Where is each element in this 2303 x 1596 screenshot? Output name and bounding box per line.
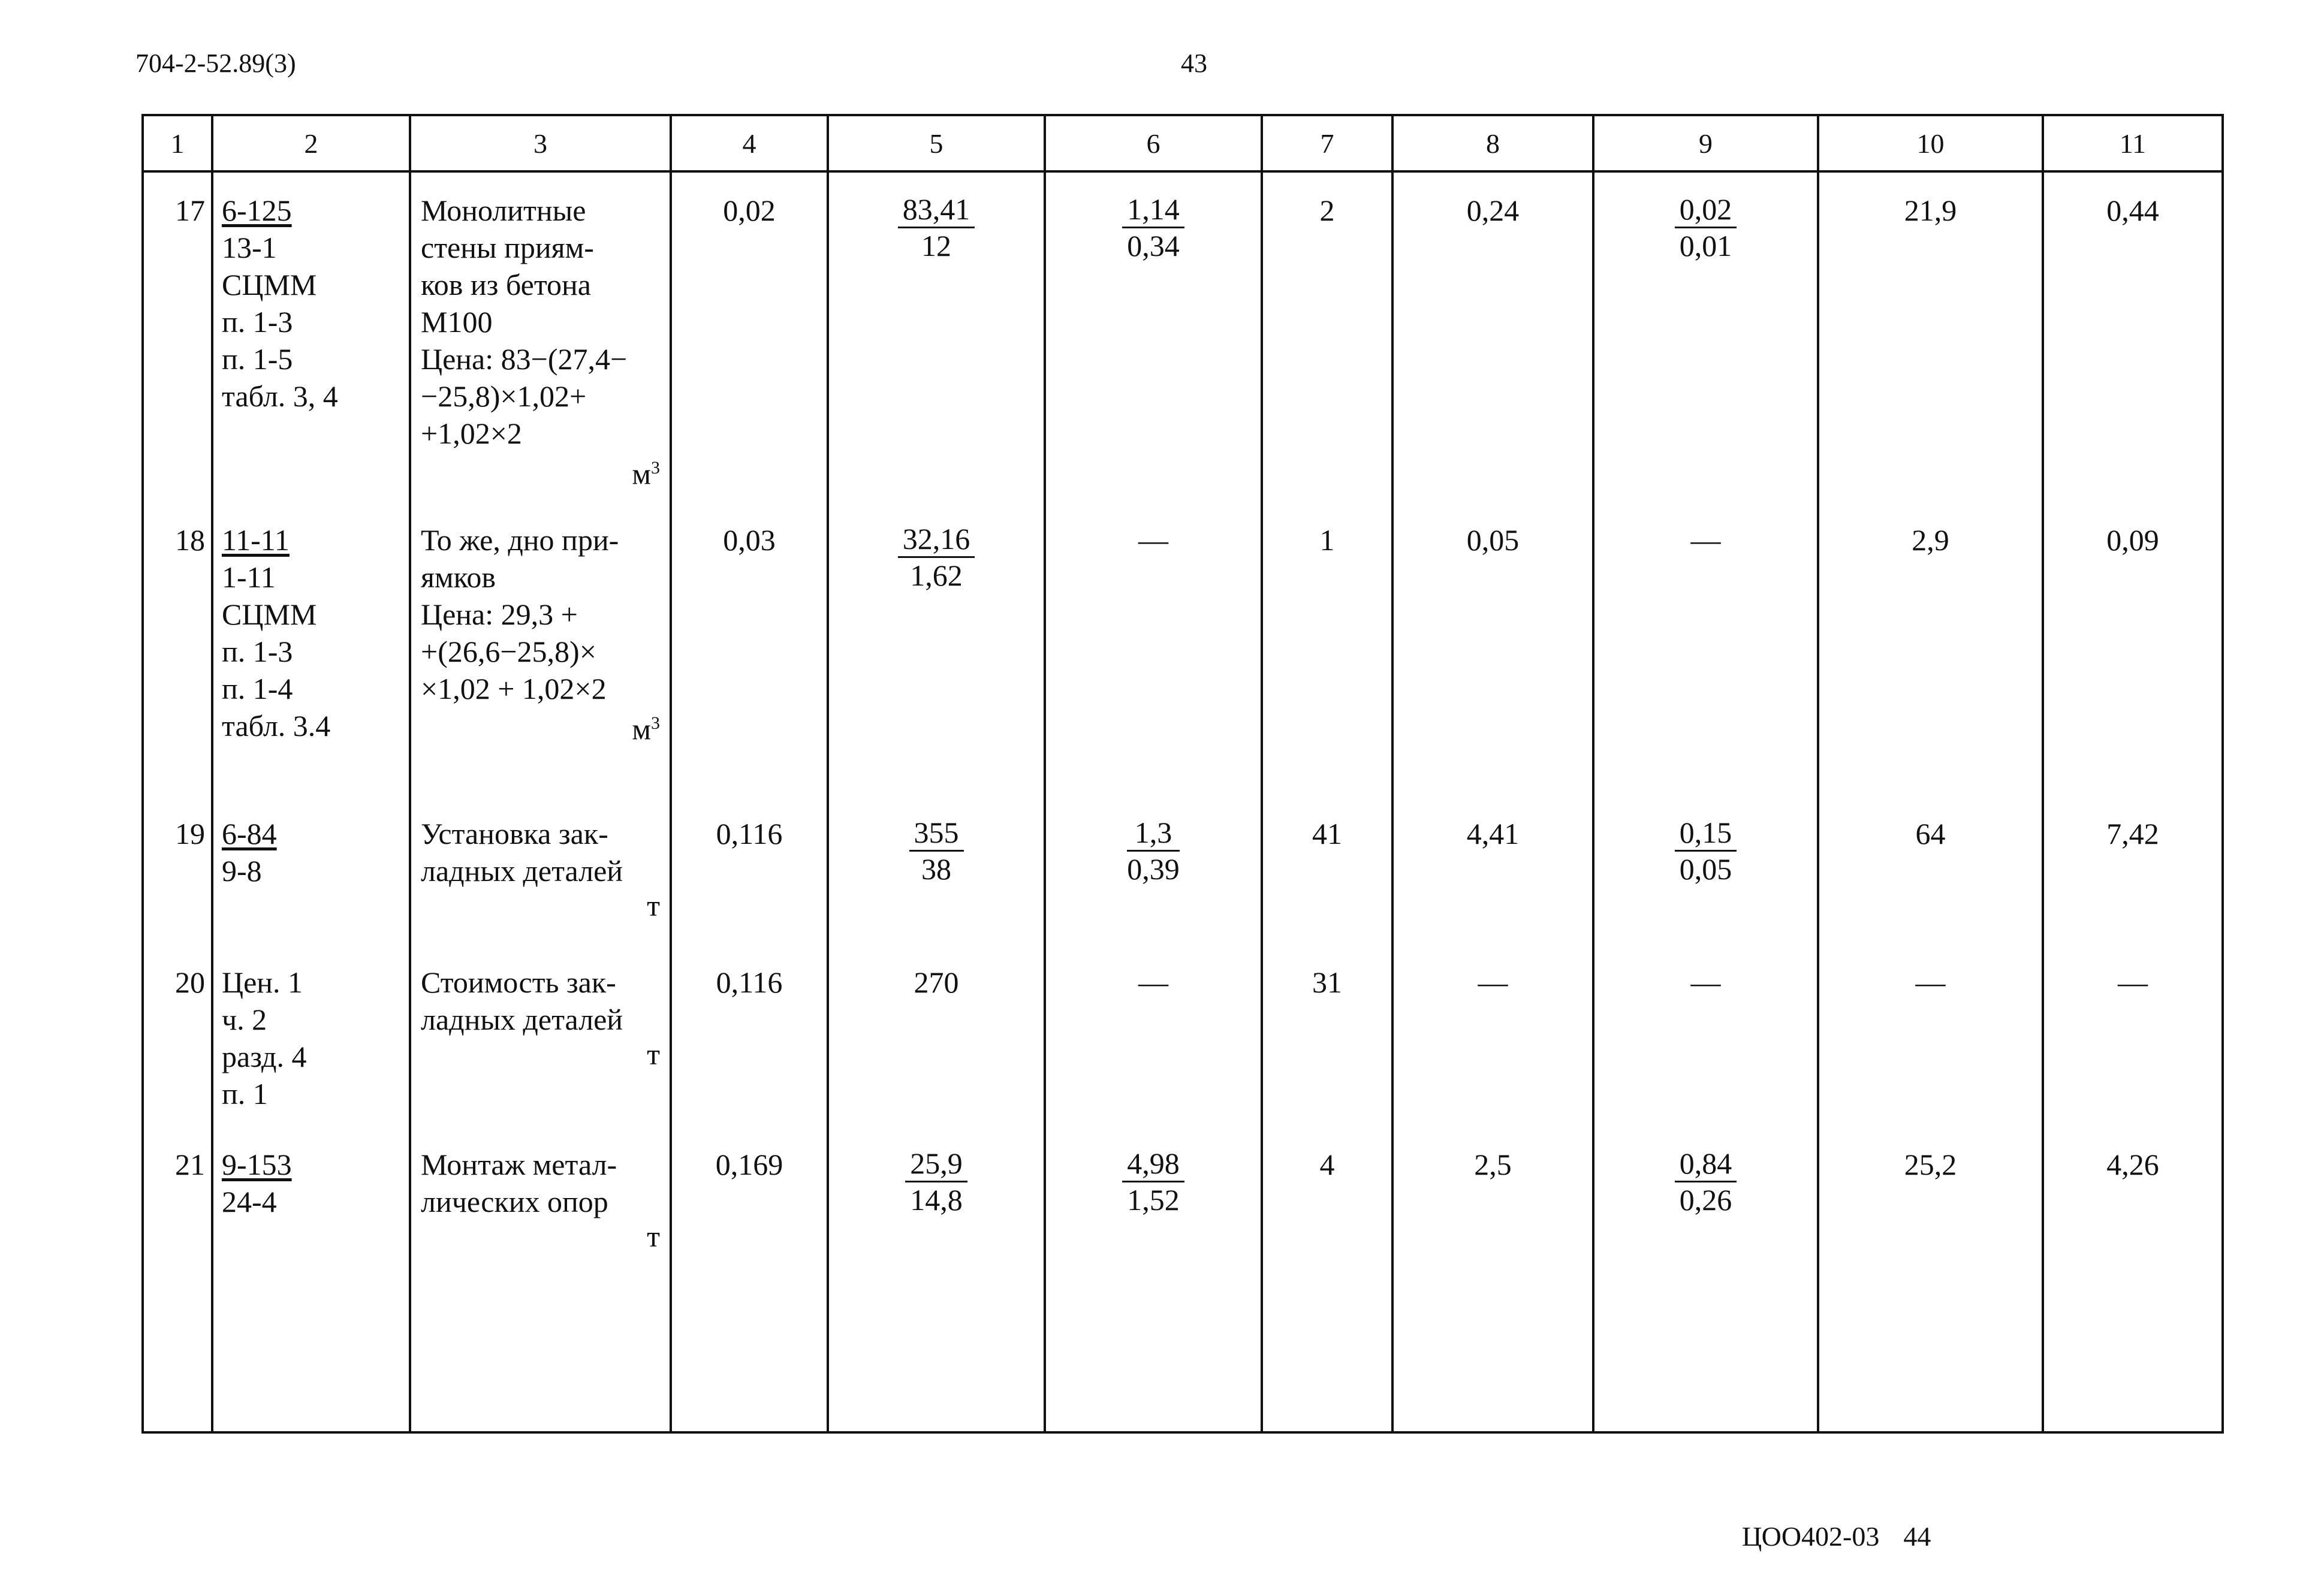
code-reference: СЦММ: [222, 268, 317, 301]
value-cell-c5: [828, 945, 1045, 1127]
column-header: 9: [1593, 115, 1818, 171]
description-line: Монолитные: [421, 194, 586, 227]
value-cell-c11: [2043, 796, 2223, 945]
description-cell: [410, 502, 671, 796]
fraction-value: [1675, 815, 1737, 886]
cell-value: 270: [914, 966, 959, 999]
unit-text: т: [647, 1220, 660, 1253]
cell-value: 25,2: [1904, 1148, 1957, 1181]
value-cell-c11: [2043, 945, 2223, 1127]
code-reference: табл. 3.4: [222, 709, 331, 743]
fraction-value: [905, 1146, 967, 1217]
row-number-cell: [143, 171, 212, 502]
fraction-numerator: 83,41: [898, 192, 975, 228]
fraction-value: [909, 815, 964, 886]
description-line: ладных деталей: [421, 854, 623, 888]
cell-value: —: [1690, 966, 1721, 999]
code-reference: 1-11: [222, 560, 276, 594]
description-line: Стоимость зак-: [421, 966, 616, 999]
fraction-numerator: 0,15: [1675, 815, 1737, 852]
cell-value: 0,02: [723, 194, 776, 227]
value-cell-c7: [1262, 1127, 1392, 1253]
fraction-denominator: 1,62: [910, 559, 963, 592]
fraction-numerator: 0,02: [1675, 192, 1737, 228]
fraction-denominator: 38: [921, 852, 951, 886]
code-primary: 11-11: [222, 523, 290, 557]
value-cell-c10: [1818, 1127, 2043, 1253]
value-cell-c8: [1392, 171, 1593, 502]
description-line: −25,8)×1,02+: [421, 379, 587, 413]
code-reference: СЦММ: [222, 598, 317, 631]
fraction-denominator: 0,05: [1679, 852, 1732, 886]
column-header: 5: [828, 115, 1045, 171]
unit-superscript: 3: [651, 713, 660, 733]
description-line: Монтаж метал-: [421, 1148, 617, 1181]
value-cell-c11: [2043, 1127, 2223, 1253]
fraction-numerator: 1,14: [1122, 192, 1184, 228]
value-cell-c4: [671, 171, 828, 502]
row-number-cell: [143, 1127, 212, 1253]
cell-value: 0,116: [716, 966, 783, 999]
cell-value: 4: [1319, 1148, 1335, 1181]
description-cell: [410, 945, 671, 1127]
value-cell-c11: [2043, 502, 2223, 796]
value-cell-c5: [828, 502, 1045, 796]
fraction-numerator: 25,9: [905, 1146, 967, 1182]
code-primary: Цен. 1: [222, 966, 303, 999]
code-reference: 9-8: [222, 854, 262, 888]
value-cell-c4: [671, 796, 828, 945]
fraction-value: [1127, 815, 1180, 886]
row-number: 21: [175, 1148, 205, 1181]
value-cell-c8: [1392, 1127, 1593, 1253]
value-cell-c8: [1392, 502, 1593, 796]
cell-value: —: [1690, 523, 1721, 557]
description-line: То же, дно при-: [421, 523, 619, 557]
cell-value: 7,42: [2106, 817, 2159, 850]
fraction-value: [1675, 192, 1737, 263]
description-cell: [410, 796, 671, 945]
value-cell-c10: [1818, 796, 2043, 945]
value-cell-c6: [1045, 796, 1262, 945]
unit-text: м: [632, 712, 651, 746]
cell-value: 2,9: [1912, 523, 1949, 557]
table-row: [143, 171, 2223, 502]
cell-value: 0,44: [2106, 194, 2159, 227]
code-reference: п. 1-3: [222, 635, 293, 668]
value-cell-c10: [1818, 945, 2043, 1127]
cell-value: 4,26: [2106, 1148, 2159, 1181]
column-header: 11: [2043, 115, 2223, 171]
cell-value: 0,24: [1466, 194, 1520, 227]
unit-label: [421, 1038, 660, 1070]
fraction-value: [898, 192, 975, 263]
cell-value: 1: [1319, 523, 1335, 557]
value-cell-c6: [1045, 171, 1262, 502]
code-reference: 24-4: [222, 1185, 277, 1218]
description-line: стены приям-: [421, 231, 594, 264]
code-cell: [212, 171, 410, 502]
code-reference: п. 1: [222, 1077, 268, 1111]
code-cell: [212, 796, 410, 945]
column-header: 4: [671, 115, 828, 171]
description-line: ков из бетона: [421, 268, 591, 301]
value-cell-c11: [2043, 171, 2223, 502]
cell-value: —: [2118, 966, 2148, 999]
value-cell-c7: [1262, 945, 1392, 1127]
description-line: Установка зак-: [421, 817, 608, 850]
estimate-table: [141, 114, 2224, 1434]
cell-value: 0,09: [2106, 523, 2159, 557]
row-number: 19: [175, 817, 205, 850]
column-header: 10: [1818, 115, 2043, 171]
value-cell-c10: [1818, 171, 2043, 502]
sheet-page-number: 44: [1903, 1521, 1931, 1552]
cell-value: 0,03: [723, 523, 776, 557]
value-cell-c9: [1593, 796, 1818, 945]
unit-text: т: [647, 1037, 660, 1071]
value-cell-c6: [1045, 945, 1262, 1127]
value-cell-c8: [1392, 796, 1593, 945]
description-line: +1,02×2: [421, 417, 522, 450]
table-filler-row: [143, 1253, 2223, 1432]
fraction-denominator: 0,01: [1679, 229, 1732, 263]
cell-value: 2: [1319, 194, 1335, 227]
fraction-denominator: 0,39: [1127, 852, 1180, 886]
value-cell-c9: [1593, 171, 1818, 502]
value-cell-c6: [1045, 1127, 1262, 1253]
value-cell-c5: [828, 171, 1045, 502]
description-line: ×1,02 + 1,02×2: [421, 672, 607, 705]
fraction-denominator: 0,34: [1127, 229, 1180, 263]
column-header: 3: [410, 115, 671, 171]
code-cell: [212, 1127, 410, 1253]
fraction-value: [898, 521, 975, 593]
value-cell-c4: [671, 1127, 828, 1253]
fraction-numerator: 1,3: [1127, 815, 1180, 852]
value-cell-c9: [1593, 945, 1818, 1127]
value-cell-c10: [1818, 502, 2043, 796]
code-cell: [212, 945, 410, 1127]
sheet-footer: [1742, 1519, 1931, 1554]
fraction-denominator: 12: [921, 229, 951, 263]
unit-label: [421, 707, 660, 746]
unit-text: м: [632, 457, 651, 491]
unit-text: т: [647, 889, 660, 922]
unit-label: [421, 452, 660, 490]
code-reference: п. 1-5: [222, 342, 293, 376]
value-cell-c7: [1262, 171, 1392, 502]
column-number-row: [143, 115, 2223, 171]
row-number: 20: [175, 966, 205, 999]
value-cell-c6: [1045, 502, 1262, 796]
unit-label: [421, 889, 660, 922]
fraction-numerator: 355: [909, 815, 964, 852]
value-cell-c8: [1392, 945, 1593, 1127]
sheet-code: ЦОО402-03: [1742, 1521, 1880, 1552]
code-reference: разд. 4: [222, 1040, 307, 1073]
cell-value: —: [1138, 523, 1168, 557]
code-primary: 6-125: [222, 194, 292, 227]
table-row: [143, 945, 2223, 1127]
value-cell-c5: [828, 1127, 1045, 1253]
column-header: 8: [1392, 115, 1593, 171]
fraction-value: [1675, 1146, 1737, 1217]
column-header: 7: [1262, 115, 1392, 171]
description-line: лических опор: [421, 1185, 608, 1218]
fraction-denominator: 14,8: [910, 1183, 963, 1217]
cell-value: —: [1915, 966, 1946, 999]
value-cell-c7: [1262, 796, 1392, 945]
row-number-cell: [143, 945, 212, 1127]
cell-value: 0,05: [1466, 523, 1520, 557]
row-number-cell: [143, 796, 212, 945]
value-cell-c9: [1593, 502, 1818, 796]
unit-label: [421, 1220, 660, 1253]
code-cell: [212, 502, 410, 796]
fraction-value: [1122, 1146, 1184, 1217]
cell-value: 2,5: [1474, 1148, 1512, 1181]
code-reference: п. 1-3: [222, 305, 293, 339]
cell-value: 31: [1312, 966, 1342, 999]
cell-value: 41: [1312, 817, 1342, 850]
description-line: +(26,6−25,8)×: [421, 635, 596, 668]
cell-value: 21,9: [1904, 194, 1957, 227]
description-line: ладных деталей: [421, 1003, 623, 1036]
value-cell-c4: [671, 502, 828, 796]
cell-value: —: [1478, 966, 1508, 999]
value-cell-c7: [1262, 502, 1392, 796]
fraction-numerator: 0,84: [1675, 1146, 1737, 1182]
code-reference: п. 1-4: [222, 672, 293, 705]
document-code: 704-2-52.89(3): [135, 49, 296, 78]
code-reference: ч. 2: [222, 1003, 267, 1036]
cell-value: 64: [1915, 817, 1946, 850]
value-cell-c9: [1593, 1127, 1818, 1253]
description-cell: [410, 171, 671, 502]
cell-value: 0,169: [715, 1148, 783, 1181]
unit-superscript: 3: [651, 458, 660, 478]
cell-value: 0,116: [716, 817, 783, 850]
fraction-numerator: 4,98: [1122, 1146, 1184, 1182]
cell-value: 4,41: [1466, 817, 1520, 850]
code-primary: 9-153: [222, 1148, 292, 1181]
column-header: 2: [212, 115, 410, 171]
column-header: 6: [1045, 115, 1262, 171]
description-cell: [410, 1127, 671, 1253]
row-number: 18: [175, 523, 205, 557]
row-number: 17: [175, 194, 205, 227]
table-row: [143, 796, 2223, 945]
table-row: [143, 502, 2223, 796]
description-line: Цена: 83−(27,4−: [421, 342, 628, 376]
fraction-numerator: 32,16: [898, 521, 975, 558]
code-reference: табл. 3, 4: [222, 379, 338, 413]
value-cell-c4: [671, 945, 828, 1127]
description-line: Цена: 29,3 +: [421, 598, 578, 631]
column-header: 1: [143, 115, 212, 171]
code-primary: 6-84: [222, 817, 277, 850]
description-line: ямков: [421, 560, 496, 594]
cell-value: —: [1138, 966, 1168, 999]
fraction-denominator: 0,26: [1679, 1183, 1732, 1217]
code-reference: 13-1: [222, 231, 277, 264]
page-number: 43: [1181, 49, 1207, 78]
table-row: [143, 1127, 2223, 1253]
description-line: М100: [421, 305, 493, 339]
fraction-denominator: 1,52: [1127, 1183, 1180, 1217]
value-cell-c5: [828, 796, 1045, 945]
fraction-value: [1122, 192, 1184, 263]
row-number-cell: [143, 502, 212, 796]
